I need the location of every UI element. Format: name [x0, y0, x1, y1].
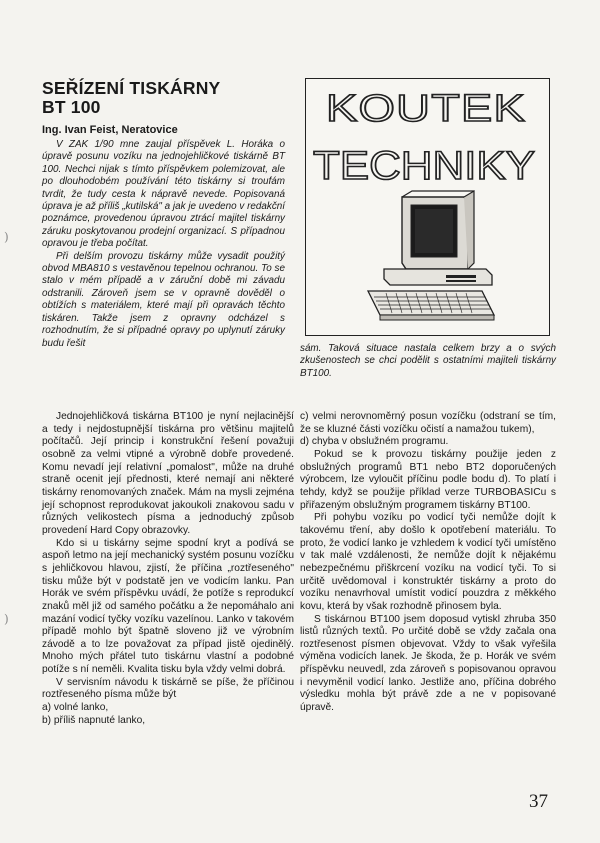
body-paragraph: Kdo si u tiskárny sejme spodní kryt a podívá se aspoň letmo na její mechanický systém posunu vozíčku s jehličkovou hlavou, zjistí, že příčina „roztřeseného" tisku může být v podstatě jen ve vodicím lanku. Pan Horák ve svém příspěvku uvádí, že potíže s reprodukcí znaků měl již od samého počátku a že nepomáhalo ani mazání vodicí tyčky vozíku vazelínou. Lanko v takovém případě mohlo být špatně sloveno již ve výrobním závodě a to lze považovat za případ jistě ojedinělý. Mnoho mých přátel tuto tiskárnu vlastní a podobné potíže s ní neměli. Kvalita tisku byla vždy velmi dobrá.	[42, 537, 294, 676]
intro-paragraph: V ZAK 1/90 mne zaujal příspěvek L. Horáka o úpravě posunu vozíku na jednojehličkové tiskárně BT 100. Nechci nijak s tímto příspěvkem polemizovat, ale po dlouhodobém používání této tiskárny si troufám tvrdit, že tudy cesta k nápravě nevede. Popisovaná úprava je až příliš „kutilská" a jak je uvedeno v redakční poznámce, provedenou úpravou ztrácí majitel tiskárny záruku poskytovanou prodejní organizací. S případnou opravou je třeba počítat.	[42, 139, 285, 250]
column-logo-graphic	[306, 79, 551, 337]
body-paragraph: Pokud se k provozu tiskárny použije jeden z obslužných programů BT1 nebo BT2 doporučených výrobcem, lze vyloučit příčinu podle bodu d). To platí i tehdy, když se použije příklad verze TURBOBASICu s přiřazeným obslužným programem tiskárny BT100.	[300, 448, 556, 511]
body-paragraph: V servisním návodu k tiskárně se píše, že příčinou roztřeseného písma může být	[42, 676, 294, 701]
list-item: b) příliš napnuté lanko,	[42, 714, 146, 726]
computer-illustration-icon	[368, 191, 494, 320]
list-item: d) chyba v obslužném programu.	[300, 436, 449, 448]
intro-continuation: sám. Taková situace nastala celkem brzy a o svých zkušenostech se chci podělit s ostatními majiteli tiskárny BT100.	[300, 343, 556, 379]
body-paragraph: Jednojehličková tiskárna BT100 je nyní nejlacinější a tedy i nejdostupnější tiskárna pro většinu majitelů počítačů. Její princip i konstrukční řešení považuji osobně za velmi vtipné a výrobně dobře provedené. Komu nevadí její relativní „pomalost", může na druhé straně ocenit její přednosti, které nemají ani některé tiskárny renomovaných značek. Mám na mysli zejména její schopnost reprodukovat jakoukoli znakovou sadu v různých velikostech písma a jednoduchý způsob provedení Hard Copy obrazovky.	[42, 411, 294, 536]
article-title-line1: SEŘÍZENÍ TISKÁRNY	[42, 78, 221, 98]
column-logo-box	[305, 78, 550, 336]
list-item: a) volné lanko,	[42, 702, 109, 714]
article-title-line2: BT 100	[42, 97, 101, 117]
article-author: Ing. Ivan Feist, Neratovice	[42, 124, 178, 136]
body-column-right	[300, 411, 556, 715]
body-paragraph: S tiskárnou BT100 jsem doposud vytiskl zhruba 350 listů různých textů. Po určité době se vždy začala ona roztřesenost písmen objevovat. Vždy to však vyřešila výměna vodicích lanek. Je škoda, že p. Horák ve svém příspěvku neuvedl, zda zároveň s popisovanou opravou i nevyměnil vodicí lanko. Jestliže ano, příčina dobrého výsledku mohla být právě zde a ne v popisované úpravě.	[300, 613, 556, 714]
page-number: 37	[529, 791, 548, 812]
body-column-left	[42, 411, 294, 727]
list-item: c) velmi nerovnoměrný posun vozíčku (odstraní se tím, že se kluzné části vozíčku očistí a namažou tukem),	[300, 411, 556, 435]
intro-paragraph: Při delším provozu tiskárny může vysadit použitý obvod MBA810 s vestavěnou tepelnou ochranou. To se stalo v mém případě a v záruční době mi závadu odstranili. Zároveň jsem se v opravně dověděl o obtížích s materiálem, které mají při opravách těchto tiskáren. Takže jsem z opravny odcházel s rozhodnutím, že si případné opravy po uplynutí záruky budu řešit	[42, 250, 285, 349]
column-logo-line2: TECHNIKY	[313, 144, 535, 188]
margin-mark: )	[4, 230, 9, 244]
body-paragraph: Při pohybu vozíku po vodicí tyči nemůže dojít k takovému tření, aby došlo k opotřebení materiálu. To proto, že vodicí lanko je vzhledem k vodicí tyči umístěno v tak malé vzdálenosti, že nemůže dojít k nějakému nebezpečnému přiškrcení vozíku na vodicí tyči. To si určitě uvědomoval i konstruktér tiskárny a proto do vozíku nenavrhoval umístit vodicí pouzdra z měkkého kovu, která by však rozhodně přinosem byla.	[300, 512, 556, 612]
margin-mark: )	[4, 612, 9, 626]
article-intro	[42, 139, 285, 350]
article-title	[42, 79, 272, 117]
column-logo-line1: KOUTEK	[326, 88, 526, 130]
